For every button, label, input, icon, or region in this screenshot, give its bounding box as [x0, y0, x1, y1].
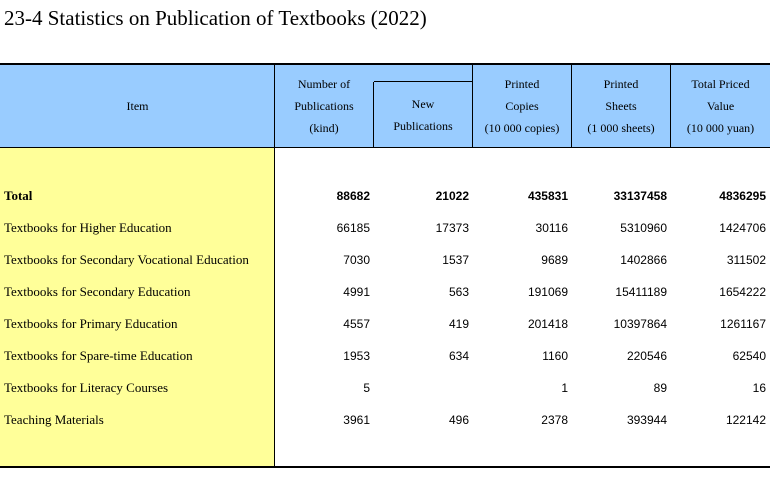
table-cell: 1261167	[720, 317, 766, 331]
bottom-rule	[0, 466, 770, 468]
table-cell: 393944	[626, 413, 667, 427]
table-cell: 201418	[527, 317, 568, 331]
table-cell: 7030	[343, 253, 370, 267]
table-cell: 30116	[535, 221, 568, 235]
header-line: Number of	[297, 77, 351, 91]
header-total-priced-value	[671, 64, 770, 148]
header-printed-sheets	[572, 64, 670, 148]
table-cell: 220546	[626, 349, 667, 363]
header-number-of-publications	[275, 64, 373, 148]
table-cell: 1160	[542, 349, 568, 363]
table-cell: 10397864	[613, 317, 667, 331]
table-cell: 9689	[541, 253, 568, 267]
header-line: Publications	[393, 119, 453, 133]
table-cell: 4836295	[719, 189, 766, 203]
table-cell: 1537	[442, 253, 469, 267]
table-cell: 1424706	[719, 221, 766, 235]
header-line: (1 000 sheets)	[587, 121, 655, 135]
table-cell: 311502	[726, 253, 766, 267]
table-cell: 17373	[435, 221, 469, 235]
table-title: 23-4 Statistics on Publication of Textbooks (2022)	[4, 6, 427, 30]
table-cell: 634	[448, 349, 469, 363]
table-cell: 3961	[343, 413, 370, 427]
row-label: Total	[4, 188, 33, 203]
row-label: Textbooks for Spare-time Education	[4, 348, 193, 363]
table-cell: 5	[363, 381, 370, 395]
header-item-label: Item	[126, 99, 149, 113]
header-line: New	[411, 97, 435, 111]
table-cell: 62540	[732, 349, 766, 363]
table-cell: 1	[561, 381, 568, 395]
header-line: (10 000 copies)	[484, 121, 560, 135]
table-cell: 5310960	[620, 221, 667, 235]
table-cell: 1654222	[719, 285, 766, 299]
header-line: Total Priced	[691, 77, 750, 91]
table-cell: 66185	[336, 221, 370, 235]
header-new-publications	[374, 82, 472, 148]
header-line: Sheets	[605, 99, 637, 113]
row-label: Textbooks for Higher Education	[4, 220, 172, 235]
table-cell: 33137458	[613, 189, 667, 203]
table-cell: 1953	[343, 349, 370, 363]
table-cell: 21022	[435, 189, 469, 203]
header-printed-copies	[473, 64, 571, 148]
header-line: (kind)	[309, 121, 339, 135]
row-label: Textbooks for Secondary Education	[4, 284, 191, 299]
table-cell: 4557	[343, 317, 370, 331]
row-label: Textbooks for Secondary Vocational Education	[4, 252, 249, 267]
table-cell: 4991	[343, 285, 370, 299]
table-cell: 122142	[725, 413, 766, 427]
row-label: Textbooks for Primary Education	[4, 316, 178, 331]
header-line: Publications	[294, 99, 354, 113]
table-cell: 15411189	[615, 285, 667, 299]
table-cell: 88682	[336, 189, 370, 203]
header-line: (10 000 yuan)	[686, 121, 755, 135]
table-cell: 2378	[541, 413, 568, 427]
table-cell: 435831	[527, 189, 568, 203]
table-cell: 419	[448, 317, 469, 331]
header-item	[0, 64, 275, 148]
table-cell: 191069	[527, 285, 568, 299]
row-label: Teaching Materials	[4, 412, 104, 427]
row-label: Textbooks for Literacy Courses	[4, 380, 169, 395]
table-cell: 16	[752, 381, 766, 395]
table-cell: 496	[448, 413, 469, 427]
header-line: Printed	[603, 77, 639, 91]
header-line: Copies	[505, 99, 539, 113]
header-line: Printed	[504, 77, 540, 91]
table-cell: 1402866	[620, 253, 667, 267]
table-cell: 89	[653, 381, 667, 395]
table-cell: 563	[448, 285, 469, 299]
header-line: Value	[706, 99, 735, 113]
